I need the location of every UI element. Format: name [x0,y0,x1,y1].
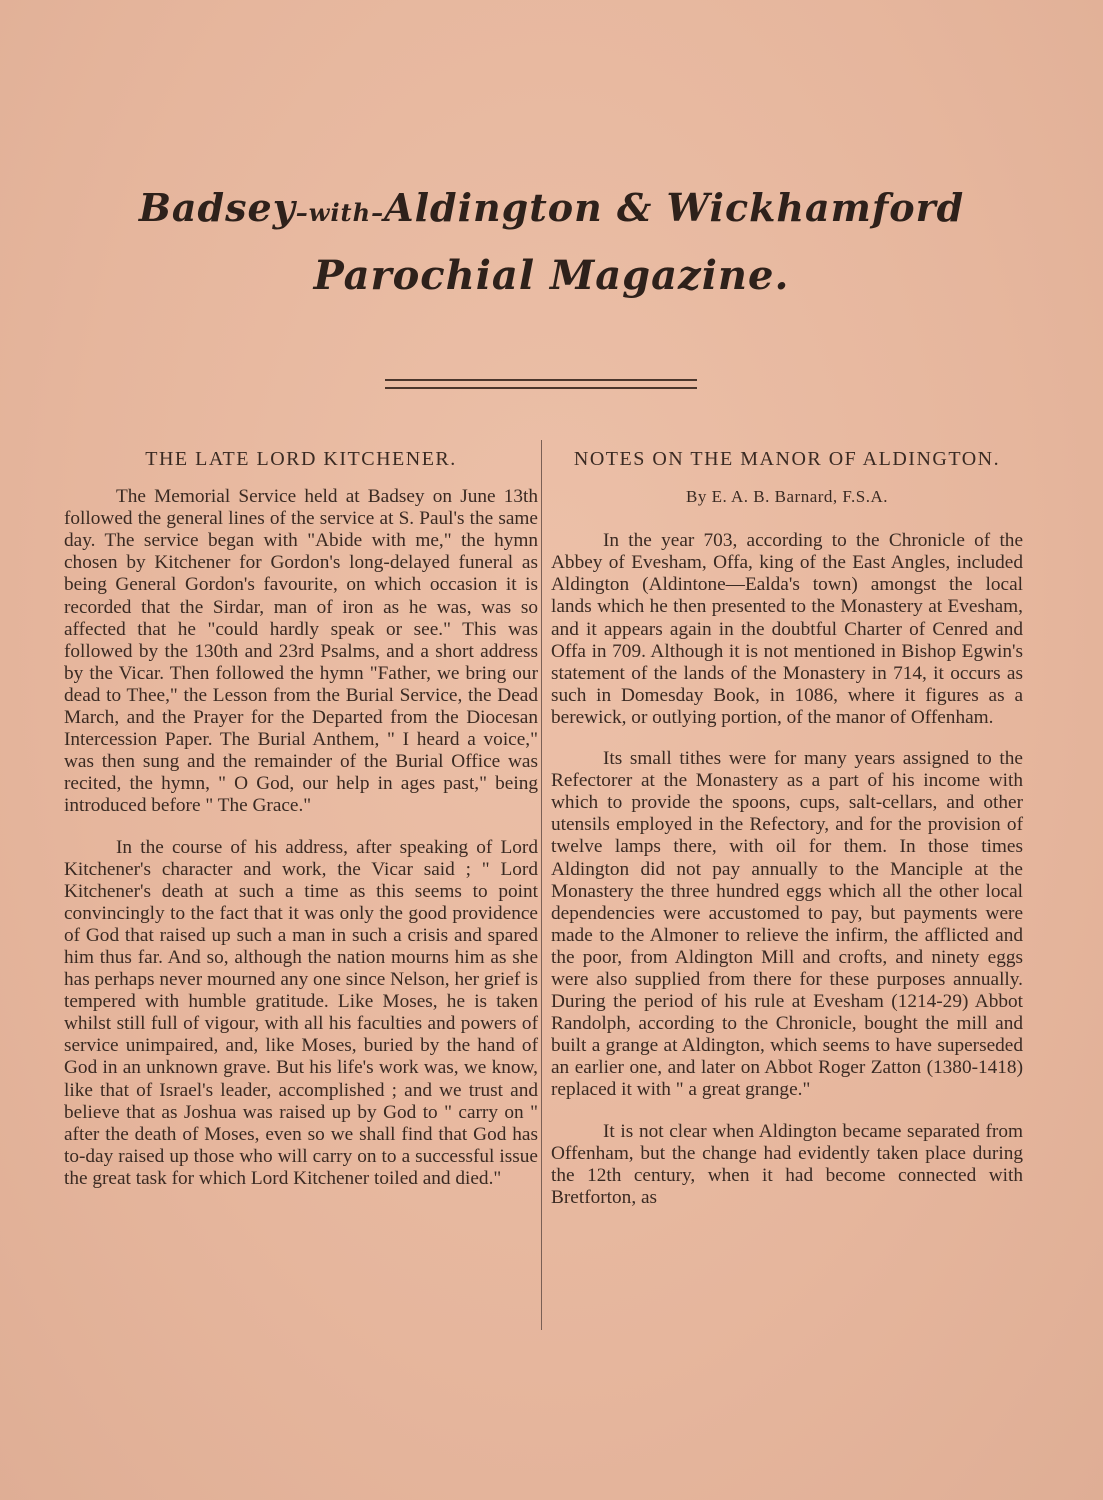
masthead-with: –with– [295,198,385,227]
kitchener-heading: THE LATE LORD KITCHENER. [145,448,457,470]
masthead-aldington-wickhamford: Aldington & Wickhamford [384,185,965,230]
aldington-paragraph: In the year 703, according to the Chronicle of the Abbey of Evesham, Offa, king of the East Angles, included Aldington (Aldintone—Ealda's town) amongst the local lands which he then presented to the Monastery at Evesham, and it appears again in the doubtful Charter of Cenred and Offa in 709. Although it is not mentioned in Bishop Egwin's statement of the lands of the Monastery in 714, it occurs as such in Domesday Book, in 1086, where it figures as a berewick, or outlying portion, of the manor of Offenham. [551,530,1023,728]
aldington-byline: By E. A. B. Barnard, F.S.A. [686,487,888,507]
kitchener-paragraph: The Memorial Service held at Badsey on June 13th followed the general lines of the service at S. Paul's the same day. The service began with "Abide with me," the hymn chosen by Kitchener for Gordon's long-delayed funeral as being General Gordon's favourite, on which occasion it is recorded that the Sirdar, man of iron as he was, was so affected that he "could hardly speak or see." This was followed by the 130th and 23rd Psalms, and a short address by the Vicar. Then followed the hymn "Father, we bring our dead to Thee," the Lesson from the Burial Service, the Dead March, and the Prayer for the Departed from the Diocesan Intercession Paper. The Burial Anthem, " I heard a voice," was then sung and the remainder of the Burial Office was recited, the hymn, " O God, our help in ages past," being introduced before " The Grace." [64,486,538,817]
masthead-line-2: Parochial Magazine. [313,252,790,299]
kitchener-paragraph: In the course of his address, after speaking of Lord Kitchener's character and work, the Vicar said ; " Lord Kitchener's death at such a time as this seems to point convincingly to the fact that it was only the good providence of God that raised up such a man in such a crisis and spared him thus far. And so, although the nation mourns him as she has perhaps never mourned any one since Nelson, her grief is tempered with humble gratitude. Like Moses, he is taken whilst still full of vigour, with all his faculties and powers of service unimpaired, and, like Moses, buried by the hand of God in an unknown grave. But his life's work was, we know, like that of Israel's leader, accomplished ; and we trust and believe that as Joshua was raised up by God to " carry on " after the death of Moses, even so we shall find that God has to-day raised up those who will carry on to a successful issue the great task for which Lord Kitchener toiled and died." [64,836,538,1189]
masthead-line-1 [0,185,1103,230]
aldington-paragraph: It is not clear when Aldington became separated from Offenham, but the change had evidently taken place during the 12th century, when it had become connected with Bretforton, as [551,1120,1023,1208]
double-rule [385,379,697,389]
left-column [64,448,538,1190]
masthead-badsey: Badsey [138,185,296,230]
aldington-heading: NOTES ON THE MANOR OF ALDINGTON. [573,448,1001,470]
column-divider [541,440,542,1330]
aldington-paragraph: Its small tithes were for many years assigned to the Refectorer at the Monastery as a part of his income with which to provide the spoons, cups, salt-cellars, and other utensils employed in the Refectory, and for the provision of twelve lamps there, with oil for them. In those times Aldington did not pay annually to the Manciple at the Monastery the three hundred eggs which all the other local dependencies were accustomed to pay, but payments were made to the Almoner to relieve the infirm, the afflicted and the poor, from Aldington Mill and crofts, and ninety eggs were also supplied from there for these purposes annually. During the period of his rule at Evesham (1214-29) Abbot Randolph, according to the Chronicle, bought the mill and built a grange at Aldington, which seems to have superseded an earlier one, and later on Abbot Roger Zatton (1380-1418) replaced it with " a great grange." [551,748,1023,1101]
right-column [551,448,1023,1209]
masthead [0,185,1103,299]
